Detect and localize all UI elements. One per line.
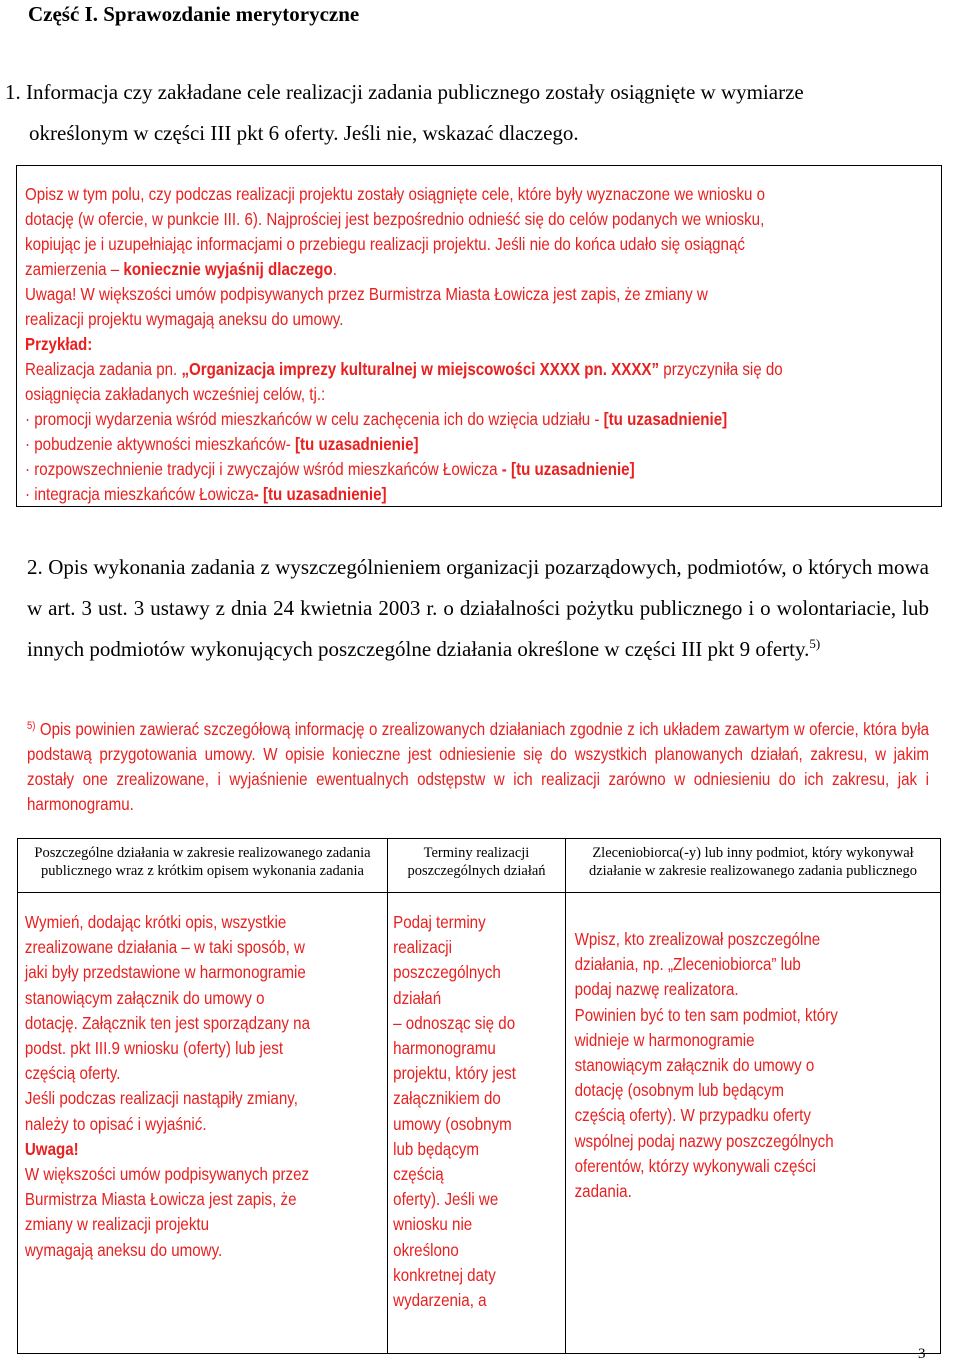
table-row bbox=[18, 893, 941, 1354]
instruction-line bbox=[25, 257, 931, 282]
instruction-emphasis: koniecznie wyjaśnij dlaczego bbox=[123, 259, 333, 279]
header-contractor: Zleceniobiorca(-y) lub inny podmiot, który wykonywał działanie w zakresie realizowanego zadania publicznego bbox=[566, 839, 941, 893]
header-activities: Poszczególne działania w zakresie realizowanego zadania publicznego wraz z krótkim opisem wykonania zadania bbox=[18, 839, 388, 893]
hint-line: częścią oferty). W przypadku oferty bbox=[574, 1105, 811, 1126]
page-number: 3 bbox=[918, 1346, 926, 1362]
hint-line: załącznikiem do bbox=[393, 1088, 501, 1109]
hint-line: wymagają aneksu do umowy. bbox=[24, 1239, 223, 1260]
hint-line: Wpisz, kto zrealizował poszczególne bbox=[574, 929, 821, 949]
hint-line: podst. pkt III.9 wniosku (oferty) lub jest bbox=[24, 1038, 284, 1059]
example-label: Przykład: bbox=[25, 334, 93, 354]
hint-line: jaki były przedstawione w harmonogramie bbox=[24, 962, 306, 983]
instruction-text: dotację (w ofercie, w punkcie III. 6). bbox=[25, 209, 263, 229]
question-2-text: 2. Opis wykonania zadania z wyszczególnieniem organizacji pozarządowych, podmiotów, o których mowa w art. 3 ust. 3 ustawy z dnia 24 kwietnia 2003 r. o działalności pożytku publicznego i o wolontariacie, lub innych podmiotów wykonujących poszczególne działania określone w części III pkt 9 oferty. bbox=[27, 555, 929, 661]
hint-line: określono bbox=[393, 1239, 459, 1260]
hint-line: konkretnej daty bbox=[393, 1264, 496, 1285]
cell-contractor[interactable] bbox=[566, 893, 941, 1354]
example-text: przyczyniła się do bbox=[659, 359, 783, 379]
hint-line: Burmistrza Miasta Łowicza jest zapis, że bbox=[24, 1189, 297, 1210]
hint-line: realizacji bbox=[393, 937, 453, 958]
hint-line: stanowiącym załącznik do umowy o bbox=[574, 1055, 815, 1076]
hint-line: Powinien być to ten sam podmiot, który bbox=[574, 1004, 838, 1025]
hint-line: częścią bbox=[393, 1164, 444, 1185]
warning-label: Uwaga! bbox=[25, 284, 77, 304]
example-emphasis: „Organizacja imprezy kulturalnej w miejscowości XXXX pn. XXXX” bbox=[181, 359, 660, 379]
instruction-line bbox=[25, 207, 931, 232]
instruction-text: Jeśli nie do końca udało się osiągnąć bbox=[490, 234, 745, 254]
hint-line: lub będącym bbox=[393, 1138, 479, 1159]
instruction-line bbox=[25, 232, 931, 257]
hint-line: wydarzenia, a bbox=[393, 1290, 487, 1311]
hint-line: zadania. bbox=[574, 1181, 632, 1202]
bullet-item bbox=[25, 457, 931, 482]
bullet-text: · rozpowszechnienie tradycji i zwyczajów wśród mieszkańców Łowicza bbox=[25, 459, 502, 479]
question-1-line-1: 1. Informacja czy zakładane cele realizacji zadania publicznego zostały osiągnięte w wymiarze bbox=[5, 80, 804, 104]
example-line: osiągnięcia zakładanych wcześniej celów, tj.: bbox=[25, 384, 326, 404]
cell-dates[interactable] bbox=[388, 893, 566, 1354]
hint-line: działania, np. „Zleceniobiorca” lub bbox=[574, 954, 801, 975]
cell-activities[interactable] bbox=[18, 893, 388, 1354]
bullet-item bbox=[25, 432, 931, 457]
instruction-line: Opisz w tym polu, czy podczas realizacji projektu zostały osiągnięte cele, które były wyznaczone we wniosku o bbox=[25, 184, 766, 204]
instruction-text: Najprościej jest bezpośrednio odnieść się do celów podanych we wniosku, bbox=[262, 209, 765, 229]
instruction-line: realizacji projektu wymagają aneksu do umowy. bbox=[25, 309, 344, 329]
cell-dates-hint bbox=[388, 893, 549, 1313]
hint-line: stanowiącym załącznik do umowy o bbox=[24, 987, 265, 1008]
hint-line: dotację (osobnym lub będącym bbox=[574, 1080, 785, 1101]
question-1 bbox=[5, 72, 935, 154]
hint-line: projektu, który jest bbox=[393, 1063, 516, 1084]
example-text: Realizacja zadania pn. bbox=[25, 359, 182, 379]
hint-line: harmonogramu bbox=[393, 1038, 496, 1059]
hint-line: zrealizowane działania – w taki sposób, w bbox=[24, 937, 305, 958]
bullet-item bbox=[25, 482, 931, 507]
hint-line: umowy (osobnym bbox=[393, 1113, 512, 1134]
hint-line: Podaj terminy bbox=[393, 912, 486, 932]
instruction-line bbox=[25, 282, 931, 307]
hint-line: częścią oferty. bbox=[24, 1063, 121, 1084]
bullet-text: · pobudzenie aktywności mieszkańców- bbox=[25, 434, 295, 454]
footnote-marker: 5) bbox=[27, 720, 36, 732]
question-1-line-2: określonym w części III pkt 6 oferty. Jeśli nie, wskazać dlaczego. bbox=[29, 121, 579, 145]
hint-line: Wymień, dodając krótki opis, wszystkie bbox=[24, 912, 287, 932]
footnote-5 bbox=[27, 717, 929, 817]
hint-line: poszczególnych bbox=[393, 962, 501, 983]
bullet-tag: - [tu uzasadnienie] bbox=[253, 484, 387, 504]
bullet-tag: [tu uzasadnienie] bbox=[603, 409, 728, 429]
hint-line: oferentów, którzy wykonywali części bbox=[574, 1155, 816, 1176]
instruction-text: zamierzenia – bbox=[25, 259, 124, 279]
cell-contractor-hint bbox=[566, 893, 902, 1204]
hint-line: wniosku nie bbox=[393, 1214, 473, 1235]
hint-line: dotację. Załącznik ten jest sporządzany na bbox=[24, 1012, 311, 1033]
hint-line: widnieje w harmonogramie bbox=[574, 1029, 755, 1050]
answer-box-1[interactable] bbox=[16, 165, 942, 507]
hint-line: oferty). Jeśli we bbox=[393, 1189, 499, 1210]
instruction-text: W większości umów podpisywanych przez Burmistrza Miasta Łowicza jest zapis, że zmiany w bbox=[76, 284, 708, 304]
hint-line: należy to opisać i wyjaśnić. bbox=[24, 1113, 207, 1134]
instruction-text: kopiując je i uzupełniając informacjami o przebiegu realizacji projektu. bbox=[25, 234, 491, 254]
hint-line: działań bbox=[393, 987, 442, 1008]
hint-line: Uwaga! bbox=[24, 1138, 79, 1159]
activities-table bbox=[17, 838, 941, 1354]
footnote-ref: 5) bbox=[809, 636, 821, 651]
cell-activities-hint bbox=[18, 893, 376, 1263]
table-header-row bbox=[18, 839, 941, 893]
bullet-text: · promocji wydarzenia wśród mieszkańców w celu zachęcenia ich do wzięcia udziału - bbox=[25, 409, 604, 429]
instruction-text: . bbox=[332, 259, 337, 279]
hint-line: podaj nazwę realizatora. bbox=[574, 979, 739, 1000]
hint-line: Jeśli podczas realizacji nastąpiły zmiany, bbox=[24, 1088, 298, 1109]
example-line bbox=[25, 357, 931, 382]
hint-line: W większości umów podpisywanych przez bbox=[24, 1164, 310, 1185]
bullet-tag: [tu uzasadnienie] bbox=[294, 434, 419, 454]
bullet-item bbox=[25, 407, 931, 432]
question-2 bbox=[27, 547, 929, 670]
footnote-text: Opis powinien zawierać szczegółową informację o zrealizowanych działaniach zgodnie z ich układem zawartym w ofercie, która była podstawą przygotowania umowy. W opisie konieczne jest odniesienie się do wszystkich planowanych działań, zakresu, w jakim zostały one zrealizowane, i wyjaśnienie ewentualnych odstępstw w ich realizacji zarówno w odniesieniu do ich zakresu, jak i harmonogramu. bbox=[27, 719, 929, 814]
bullet-tag: - [tu uzasadnienie] bbox=[501, 459, 635, 479]
part-title: Część I. Sprawozdanie merytoryczne bbox=[28, 2, 360, 26]
hint-line: zmiany w realizacji projektu bbox=[24, 1214, 210, 1235]
bullet-text: · integracja mieszkańców Łowicza bbox=[25, 484, 254, 504]
header-dates: Terminy realizacji poszczególnych działań bbox=[388, 839, 566, 893]
hint-line: wspólnej podaj nazwy poszczególnych bbox=[574, 1130, 834, 1151]
hint-line: – odnosząc się do bbox=[393, 1012, 516, 1033]
answer-box-1-instructions bbox=[25, 182, 931, 507]
